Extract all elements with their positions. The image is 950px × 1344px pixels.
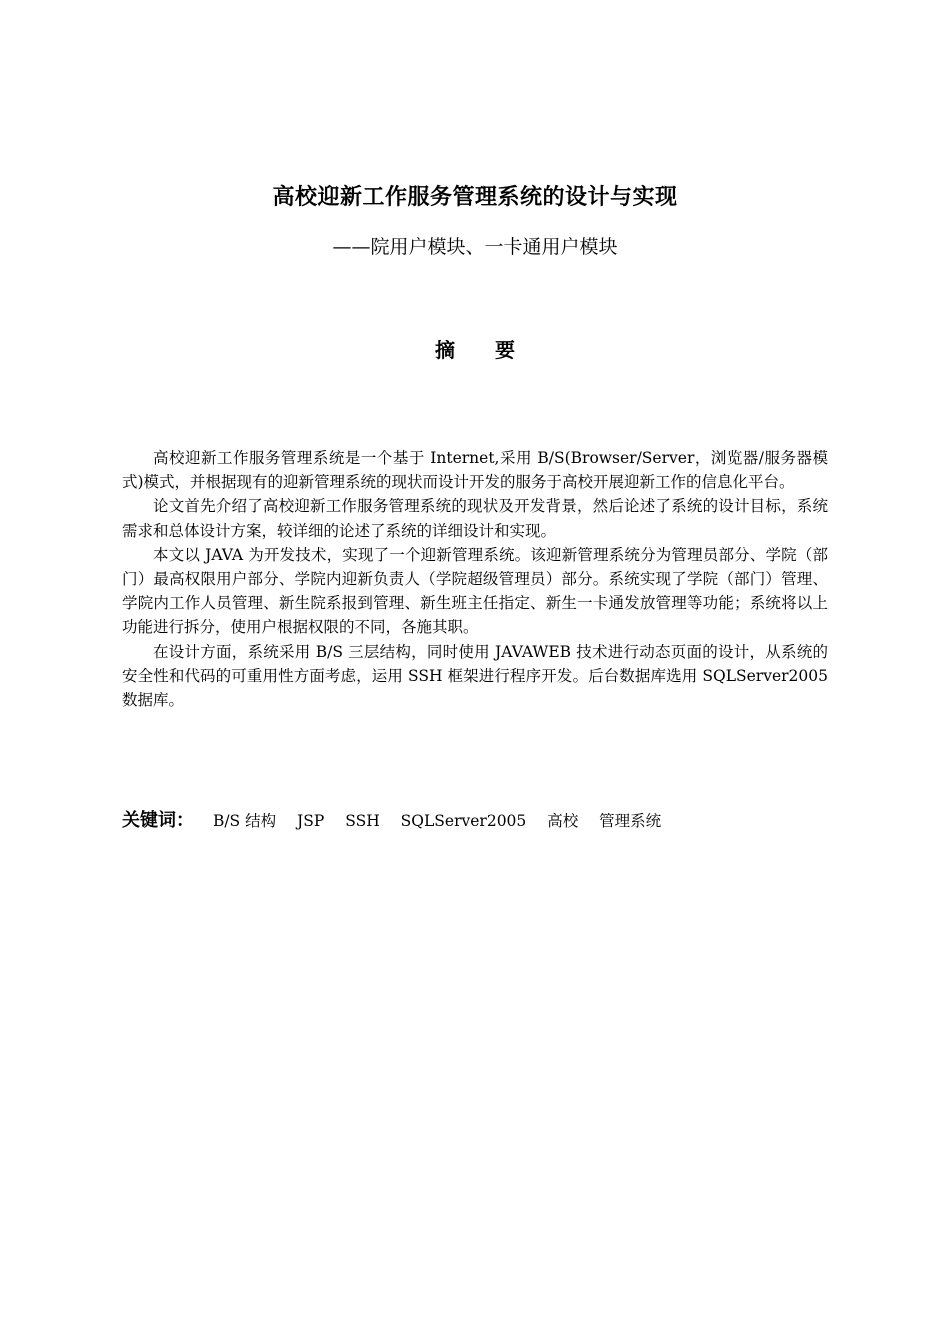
abstract-paragraph: 高校迎新工作服务管理系统是一个基于 Internet,采用 B/S(Browser/Server，浏览器/服务器模式)模式，并根据现有的迎新管理系统的现状而设计开发的服务于高校开展迎新工作的信息化平台。: [122, 449, 828, 492]
keyword: 高校: [547, 812, 579, 830]
keyword: SSH: [345, 812, 380, 830]
keywords-label: 关键词：: [122, 810, 194, 831]
keyword: SQLServer2005: [400, 812, 527, 830]
keyword: B/S 结构: [212, 812, 277, 830]
abstract-paragraph: 论文首先介绍了高校迎新工作服务管理系统的现状及开发背景，然后论述了系统的设计目标，系统需求和总体设计方案，较详细的论述了系统的详细设计和实现。: [122, 497, 828, 540]
paper-subtitle: ——院用户模块、一卡通用户模块: [332, 236, 618, 258]
keyword: 管理系统: [599, 812, 662, 830]
abstract-paragraph: 在设计方面，系统采用 B/S 三层结构，同时使用 JAVAWEB 技术进行动态页面的设计，从系统的安全性和代码的可重用性方面考虑，运用 SSH 框架进行程序开发。后台数据库选用 SQLServer2005 数据库。: [122, 642, 828, 710]
abstract-body: [122, 446, 828, 712]
abstract-paragraph: 本文以 JAVA 为开发技术，实现了一个迎新管理系统。该迎新管理系统分为管理员部分、学院（部门）最高权限用户部分、学院内迎新负责人（学院超级管理员）部分。系统实现了学院（部门）管理、学院内工作人员管理、新生院系报到管理、新生班主任指定、新生一卡通发放管理等功能；系统将以上功能进行拆分，使用户根据权限的不同，各施其职。: [122, 545, 828, 637]
abstract-heading: 摘要: [435, 338, 555, 362]
keywords-line: [122, 806, 828, 832]
paper-title: 高校迎新工作服务管理系统的设计与实现: [272, 184, 678, 210]
keyword: JSP: [297, 812, 325, 830]
